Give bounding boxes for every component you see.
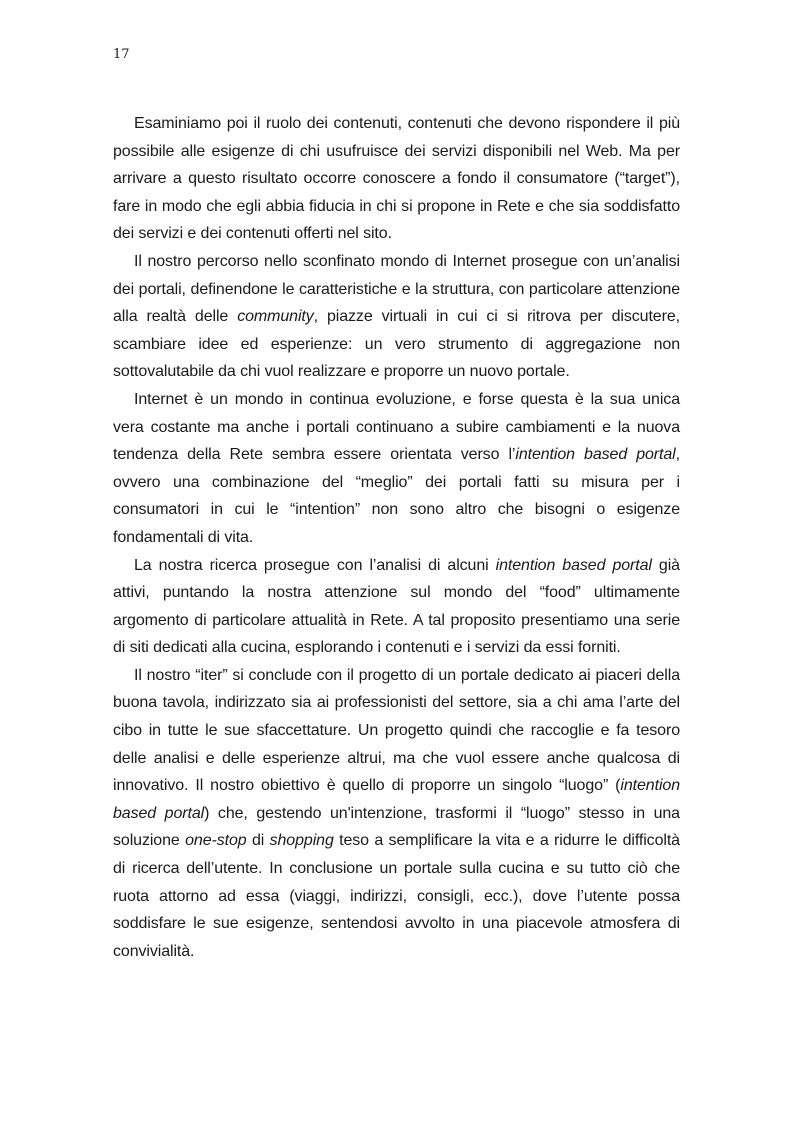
italic-term: intention based portal xyxy=(515,446,676,464)
paragraph-5 xyxy=(113,662,680,966)
paragraph-text: ) che, gestendo un'intenzione, trasformi il “luogo” stesso in una soluzione xyxy=(113,804,680,850)
italic-term: one-stop xyxy=(185,832,247,850)
paragraph-4 xyxy=(113,552,680,662)
paragraph-text: di xyxy=(246,832,270,850)
paragraph-1 xyxy=(113,110,680,248)
paragraph-text: Il nostro “iter” si conclude con il progetto di un portale dedicato ai piaceri della buona tavola, indirizzato sia ai professionisti del settore, sia a chi ama l’arte del cibo in tutte le sue sfaccettature. Un progetto quindi che raccoglie e fa tesoro delle analisi e delle esperienze altrui, ma che vuol essere anche qualcosa di innovativo. Il nostro obiettivo è quello di proporre un singolo “luogo” ( xyxy=(113,666,680,795)
paragraph-text: , ovvero una combinazione del “meglio” dei portali fatti su misura per i consumatori in cui le “intention” non sono altro che bisogni o esigenze fondamentali di vita. xyxy=(113,446,680,546)
italic-term: intention based portal xyxy=(113,777,680,822)
paragraph-text: già attivi, puntando la nostra attenzione sul mondo del “food” ultimamente argomento di particolare attualità in Rete. A tal proposito presentiamo una serie di siti dedicati alla cucina, esplorando i contenuti e i servizi da essi forniti. xyxy=(113,556,680,657)
paragraph-text: teso a semplificare la vita e a ridurre le difficoltà di ricerca dell’utente. In conclusione un portale sulla cucina e su tutto ciò che ruota attorno ad essa (viaggi, indirizzi, consigli, ecc.), dove l’utente possa soddisfare le sue esigenze, sentendosi avvolto in una piacevole atmosfera di convivialità. xyxy=(113,832,680,960)
body-text xyxy=(113,110,680,965)
paragraph-2 xyxy=(113,248,680,386)
paragraph-text: La nostra ricerca prosegue con l’analisi di alcuni xyxy=(134,556,496,574)
italic-term: community xyxy=(237,308,314,326)
paragraph-text: Internet è un mondo in continua evoluzione, e forse questa è la sua unica vera costante ma anche i portali continuano a subire cambiamenti e la nuova tendenza della Rete sembra essere orientata verso l’ xyxy=(113,390,680,464)
page-number: 17 xyxy=(113,47,130,62)
italic-term: shopping xyxy=(269,832,334,850)
paragraph-text: Il nostro percorso nello sconfinato mondo di Internet prosegue con un’analisi dei portali, definendone le caratteristiche e la struttura, con particolare attenzione alla realtà delle xyxy=(113,252,680,326)
paragraph-text: , piazze virtuali in cui ci si ritrova per discutere, scambiare idee ed esperienze: un vero strumento di aggregazione non sottovalutabile da chi vuol realizzare e proporre un nuovo portale. xyxy=(113,308,680,381)
paragraph-3 xyxy=(113,386,680,552)
paragraph-text: Esaminiamo poi il ruolo dei contenuti, contenuti che devono rispondere il più possibile alle esigenze di chi usufruisce dei servizi disponibili nel Web. Ma per arrivare a questo risultato occorre conoscere a fondo il consumatore (“target”), fare in modo che egli abbia fiducia in chi si propone in Rete e che sia soddisfatto dei servizi e dei contenuti offerti nel sito. xyxy=(113,115,680,243)
italic-term: intention based portal xyxy=(495,556,652,574)
